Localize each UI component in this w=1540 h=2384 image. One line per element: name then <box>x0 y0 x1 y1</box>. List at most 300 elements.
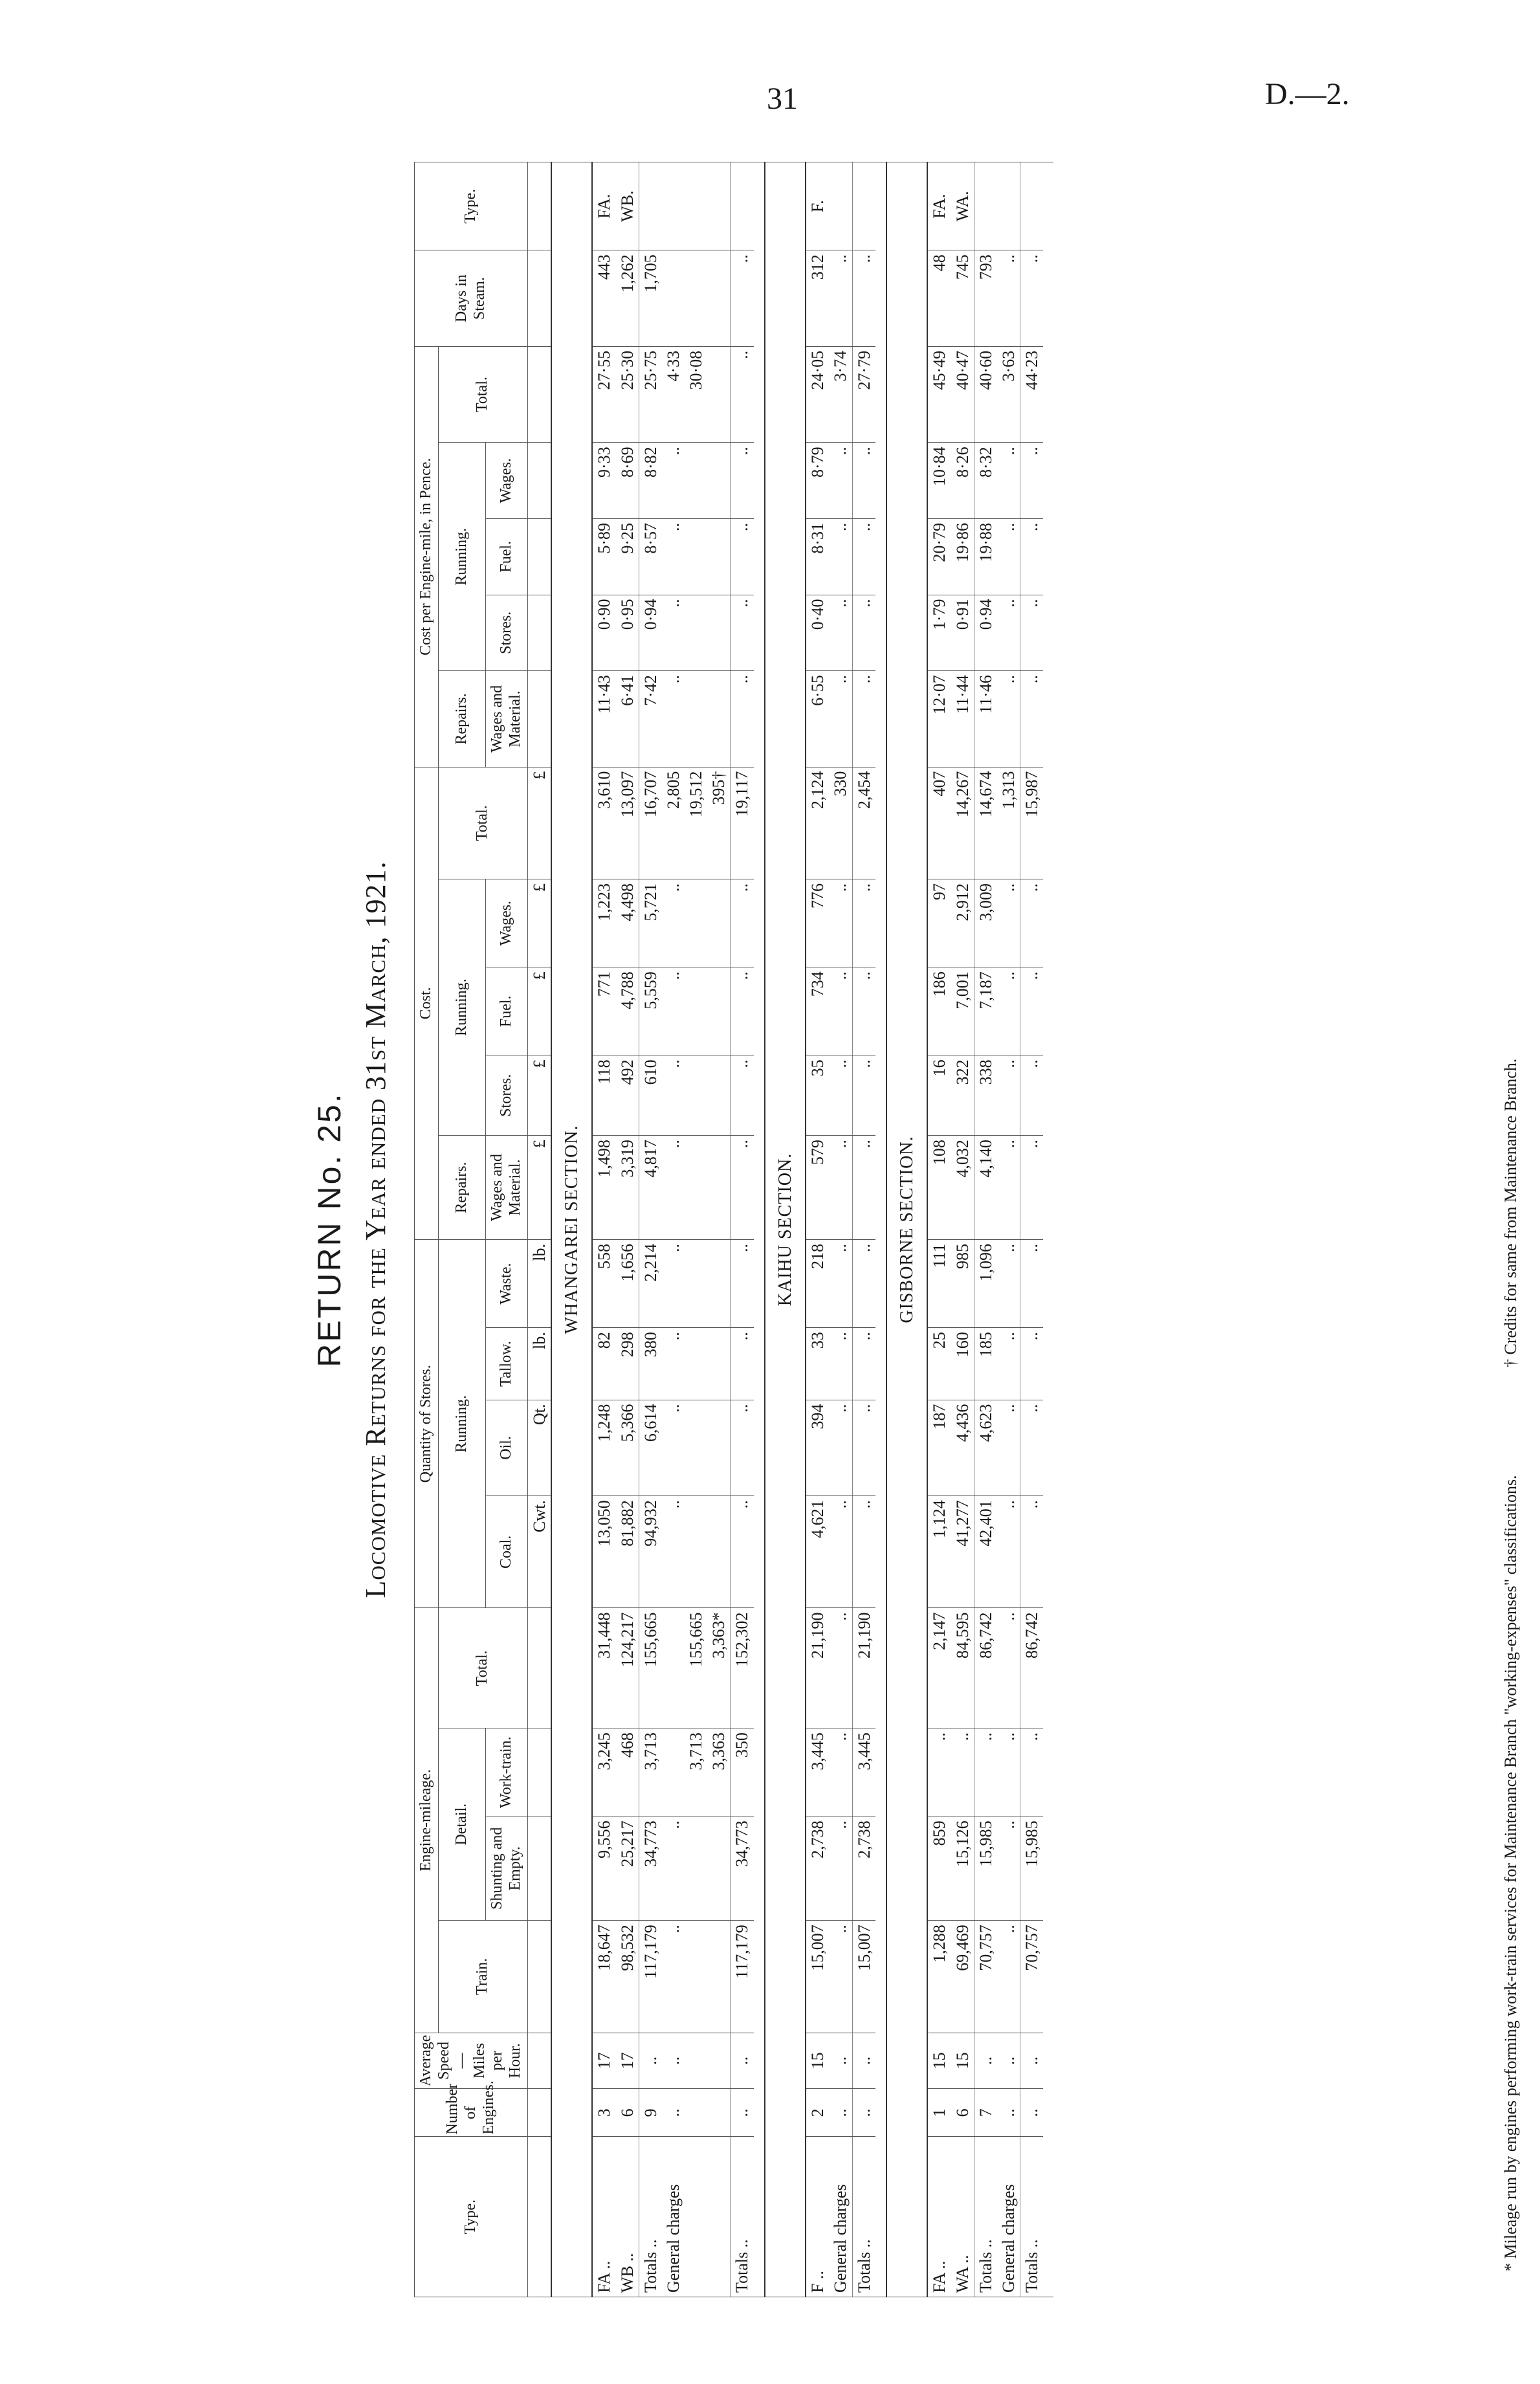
table-cell: 745 <box>951 250 974 347</box>
table-cell: 5,366 <box>616 1400 639 1496</box>
table-cell: 9,556 <box>592 1816 615 1921</box>
table-row <box>997 162 1020 2297</box>
header-average-speed: Average Speed— Miles per Hour. <box>415 2033 528 2089</box>
table-cell: 21,190 <box>806 1608 829 1728</box>
table-cell: 4,623 <box>974 1400 997 1496</box>
table-cell: 5·89 <box>592 518 615 595</box>
row-label: WA .. <box>951 2137 974 2297</box>
table-cell: 44·23 <box>1020 346 1044 443</box>
unit-money: £ <box>527 879 551 967</box>
table-cell: 15 <box>927 2033 951 2089</box>
table-cell: .. <box>852 595 875 671</box>
table-cell: .. <box>1020 1496 1044 1608</box>
row-label: WB .. <box>616 2137 639 2297</box>
table-cell <box>707 1055 731 1136</box>
header-waste: Waste. <box>486 1240 527 1328</box>
table-cell: .. <box>997 967 1020 1055</box>
table-cell: 33 <box>806 1328 829 1400</box>
table-cell: .. <box>731 595 754 671</box>
table-cell: 2,124 <box>806 767 829 879</box>
unit-money: £ <box>527 1136 551 1240</box>
table-cell: .. <box>731 1136 754 1240</box>
table-cell: 19·86 <box>951 518 974 595</box>
table-cell: 859 <box>927 1816 951 1921</box>
table-cell: .. <box>662 1240 685 1328</box>
table-cell: 34,773 <box>639 1816 662 1921</box>
table-cell: .. <box>829 879 852 967</box>
table-cell: 2,214 <box>639 1240 662 1328</box>
table-cell: 330 <box>829 767 852 879</box>
table-body <box>527 162 1053 2297</box>
table-cell <box>685 595 707 671</box>
table-cell: 218 <box>806 1240 829 1328</box>
row-label: Totals .. <box>639 2137 662 2297</box>
table-cell: 350 <box>731 1728 754 1816</box>
table-cell: 4,140 <box>974 1136 997 1240</box>
table-cell <box>707 967 731 1055</box>
table-cell: 8·57 <box>639 518 662 595</box>
header-quantity-of-stores: Quantity of Stores. <box>415 1240 439 1608</box>
table-cell: 15 <box>806 2033 829 2089</box>
table-cell: 1 <box>927 2089 951 2137</box>
row-label: General charges <box>829 2137 852 2297</box>
table-cell: 776 <box>806 879 829 967</box>
table-cell: 492 <box>616 1055 639 1136</box>
table-cell: 124,217 <box>616 1608 639 1728</box>
unit-tallow: lb. <box>527 1328 551 1400</box>
header-shunting: Shunting and Empty. <box>486 1816 527 1921</box>
table-cell: .. <box>1020 671 1044 767</box>
table-cell <box>662 1728 685 1816</box>
table-cell: .. <box>662 1496 685 1608</box>
table-cell: 3,363* <box>707 1608 731 1728</box>
return-subtitle: Locomotive Returns for the Year ended 31st March, 1921. <box>360 861 391 1598</box>
table-cell <box>707 671 731 767</box>
table-cell: 558 <box>592 1240 615 1328</box>
table-cell: .. <box>927 1728 951 1816</box>
table-cell: .. <box>852 1136 875 1240</box>
section-gap <box>1043 162 1053 2297</box>
table-cell: 6,614 <box>639 1400 662 1496</box>
table-cell <box>685 1816 707 1921</box>
table-cell: 42,401 <box>974 1496 997 1608</box>
table-cell: .. <box>829 595 852 671</box>
table-cell <box>707 2089 731 2137</box>
header-work-train: Work-train. <box>486 1728 527 1816</box>
table-cell: .. <box>997 1496 1020 1608</box>
table-cell: 322 <box>951 1055 974 1136</box>
table-cell: .. <box>731 1240 754 1328</box>
table-cell: 380 <box>639 1328 662 1400</box>
table-cell <box>685 518 707 595</box>
row-label: Totals .. <box>852 2137 875 2297</box>
table-cell: 3,713 <box>685 1728 707 1816</box>
table-cell <box>852 162 875 250</box>
table-cell: .. <box>829 2089 852 2137</box>
table-cell: 98,532 <box>616 1921 639 2033</box>
table-cell: 9·33 <box>592 443 615 519</box>
table-cell: 9·25 <box>616 518 639 595</box>
table-cell <box>685 671 707 767</box>
table-cell <box>707 443 731 519</box>
table-cell: 1,288 <box>927 1921 951 2033</box>
table-cell: 2,738 <box>806 1816 829 1921</box>
locomotive-returns-table <box>414 162 1053 2297</box>
table-cell: .. <box>662 1328 685 1400</box>
table-cell: 25,217 <box>616 1816 639 1921</box>
table-cell: 8·79 <box>806 443 829 519</box>
table-cell: .. <box>997 2033 1020 2089</box>
table-cell <box>829 162 852 250</box>
table-cell: .. <box>731 2089 754 2137</box>
table-cell: 11·43 <box>592 671 615 767</box>
table-cell <box>707 595 731 671</box>
table-cell: .. <box>829 250 852 347</box>
table-cell: 0·90 <box>592 595 615 671</box>
footnotes <box>1501 201 1521 2271</box>
table-cell: .. <box>997 879 1020 967</box>
table-cell: 395† <box>707 767 731 879</box>
table-cell: 1,656 <box>616 1240 639 1328</box>
table-cell: .. <box>829 1496 852 1608</box>
table-cell: 3,245 <box>592 1728 615 1816</box>
header-pence-stores: Stores. <box>486 595 527 671</box>
header-pence-repairs: Repairs. <box>438 671 486 767</box>
header-tallow: Tallow. <box>486 1328 527 1400</box>
table-cell: .. <box>829 1921 852 2033</box>
table-cell: 24·05 <box>806 346 829 443</box>
table-cell: 0·94 <box>639 595 662 671</box>
table-cell: 45·49 <box>927 346 951 443</box>
table-cell: 13,097 <box>616 767 639 879</box>
section-gap <box>754 162 765 2297</box>
table-cell: 2,805 <box>662 767 685 879</box>
table-cell: 8·26 <box>951 443 974 519</box>
table-row <box>662 162 685 2297</box>
table-cell: .. <box>997 671 1020 767</box>
header-stores-running: Running. <box>438 1240 486 1608</box>
table-cell: .. <box>1020 967 1044 1055</box>
table-cell: 1,223 <box>592 879 615 967</box>
table-cell: 13,050 <box>592 1496 615 1608</box>
table-row <box>951 162 974 2297</box>
table-cell: 3·63 <box>997 346 1020 443</box>
table-cell: .. <box>974 1728 997 1816</box>
table-cell <box>707 2033 731 2089</box>
table-cell: 20·79 <box>927 518 951 595</box>
table-cell: 468 <box>616 1728 639 1816</box>
table-cell: 4·33 <box>662 346 685 443</box>
table-cell: 5,721 <box>639 879 662 967</box>
table-cell: .. <box>731 443 754 519</box>
table-cell: 407 <box>927 767 951 879</box>
table-cell: .. <box>829 671 852 767</box>
header-cost-fuel: Fuel. <box>486 967 527 1055</box>
table-cell: 6·41 <box>616 671 639 767</box>
table-cell: .. <box>852 2089 875 2137</box>
table-cell: .. <box>829 1728 852 1816</box>
table-cell: F. <box>806 162 829 250</box>
table-cell: .. <box>731 250 754 347</box>
footnote-star: * Mileage run by engines performing work-train services for Maintenance Branch "working-expenses" classifications. <box>1501 1475 1520 2271</box>
table-cell: .. <box>731 1400 754 1496</box>
table-cell <box>639 162 662 250</box>
table-cell <box>707 346 731 443</box>
table-row <box>829 162 852 2297</box>
table-cell: .. <box>662 879 685 967</box>
table-cell <box>685 1496 707 1608</box>
table-row <box>974 162 997 2297</box>
table-cell: .. <box>852 518 875 595</box>
row-label: F .. <box>806 2137 829 2297</box>
unit-money: £ <box>527 767 551 879</box>
table-cell: 734 <box>806 967 829 1055</box>
table-cell: 117,179 <box>639 1921 662 2033</box>
table-cell: .. <box>829 1400 852 1496</box>
table-cell: .. <box>662 671 685 767</box>
header-train: Train. <box>438 1921 527 2033</box>
table-cell: .. <box>852 967 875 1055</box>
section-title: WHANGAREI SECTION. <box>551 162 593 2297</box>
table-cell: 298 <box>616 1328 639 1400</box>
table-cell: .. <box>662 1921 685 2033</box>
table-cell: .. <box>829 1328 852 1400</box>
table-cell: .. <box>997 2089 1020 2137</box>
table-cell: .. <box>829 518 852 595</box>
table-cell: FA. <box>927 162 951 250</box>
header-cost-wages: Wages. <box>486 879 527 967</box>
table-cell: 16 <box>927 1055 951 1136</box>
table-cell: 117,179 <box>731 1921 754 2033</box>
table-cell: .. <box>731 1328 754 1400</box>
table-cell: .. <box>731 1055 754 1136</box>
table-cell: 82 <box>592 1328 615 1400</box>
table-cell: 0·40 <box>806 595 829 671</box>
table-cell: .. <box>662 443 685 519</box>
section-title: KAIHU SECTION. <box>765 162 806 2297</box>
table-cell: .. <box>829 1240 852 1328</box>
table-row <box>806 162 829 2297</box>
table-cell: 8·32 <box>974 443 997 519</box>
table-cell <box>707 1136 731 1240</box>
table-cell: 0·91 <box>951 595 974 671</box>
table-cell: 4,498 <box>616 879 639 967</box>
header-cost-per-engine-mile: Cost per Engine-mile, in Pence. <box>415 346 439 767</box>
table-cell: 4,621 <box>806 1496 829 1608</box>
table-cell: 111 <box>927 1240 951 1328</box>
table-cell: .. <box>731 671 754 767</box>
table-cell: 160 <box>951 1328 974 1400</box>
table-cell: .. <box>1020 1728 1044 1816</box>
row-label <box>685 2137 707 2297</box>
table-cell: 15,007 <box>852 1921 875 2033</box>
header-pence-total: Total. <box>438 346 527 443</box>
table-cell: .. <box>829 2033 852 2089</box>
gap-cell <box>1043 162 1053 2297</box>
table-cell: 6 <box>951 2089 974 2137</box>
table-cell <box>685 1240 707 1328</box>
table-cell: .. <box>662 1816 685 1921</box>
gap-cell <box>875 162 886 2297</box>
table-cell <box>1020 162 1044 250</box>
table-cell: 312 <box>806 250 829 347</box>
table-cell: FA. <box>592 162 615 250</box>
section-title: GISBORNE SECTION. <box>886 162 928 2297</box>
header-cost: Cost. <box>415 767 439 1239</box>
table-cell: 793 <box>974 250 997 347</box>
header-number-of-engines: Number of Engines. <box>415 2089 528 2137</box>
table-cell: 2,147 <box>927 1608 951 1728</box>
table-row <box>731 162 754 2297</box>
header-pence-fuel: Fuel. <box>486 518 527 595</box>
table-cell: 108 <box>927 1136 951 1240</box>
table-cell: .. <box>997 1921 1020 2033</box>
row-label: FA .. <box>592 2137 615 2297</box>
header-pence-running: Running. <box>438 443 486 671</box>
table-cell: 27·79 <box>852 346 875 443</box>
table-cell: 155,665 <box>685 1608 707 1728</box>
table-cell: 69,469 <box>951 1921 974 2033</box>
table-cell: 4,032 <box>951 1136 974 1240</box>
table-cell: 610 <box>639 1055 662 1136</box>
header-cost-total: Total. <box>438 767 527 879</box>
table-cell <box>662 250 685 347</box>
table-cell: 8·82 <box>639 443 662 519</box>
row-label: Totals .. <box>731 2137 754 2297</box>
table-cell <box>731 162 754 250</box>
table-cell: .. <box>997 1816 1020 1921</box>
table-cell: .. <box>1020 595 1044 671</box>
table-cell <box>685 1400 707 1496</box>
table-cell: 6·55 <box>806 671 829 767</box>
table-cell: 25·75 <box>639 346 662 443</box>
table-cell: .. <box>829 443 852 519</box>
table-cell: 2,454 <box>852 767 875 879</box>
table-cell: 5,559 <box>639 967 662 1055</box>
header-cost-repairs: Repairs. <box>438 1136 486 1240</box>
unit-money: £ <box>527 967 551 1055</box>
table-cell: 18,647 <box>592 1921 615 2033</box>
table-cell: 3·74 <box>829 346 852 443</box>
table-cell: .. <box>731 967 754 1055</box>
table-cell: 17 <box>616 2033 639 2089</box>
table-cell: 11·44 <box>951 671 974 767</box>
table-cell: 7·42 <box>639 671 662 767</box>
table-cell: 19,117 <box>731 767 754 879</box>
table-cell: .. <box>829 1608 852 1728</box>
row-label: Totals .. <box>1020 2137 1044 2297</box>
table-cell: .. <box>829 1136 852 1240</box>
unit-coal: Cwt. <box>527 1496 551 1608</box>
table-cell: .. <box>997 1400 1020 1496</box>
table-cell: 3 <box>592 2089 615 2137</box>
header-days-in-steam: Days in Steam. <box>415 250 528 347</box>
table-cell: .. <box>662 967 685 1055</box>
row-label: General charges <box>997 2137 1020 2297</box>
table-cell: .. <box>731 346 754 443</box>
table-cell: .. <box>662 1400 685 1496</box>
table-cell <box>685 2033 707 2089</box>
table-cell: 27·55 <box>592 346 615 443</box>
header-cost-stores: Stores. <box>486 1055 527 1136</box>
table-cell: .. <box>852 1496 875 1608</box>
table-cell: .. <box>731 518 754 595</box>
table-cell: WA. <box>951 162 974 250</box>
row-label: FA .. <box>927 2137 951 2297</box>
table-cell: 8·69 <box>616 443 639 519</box>
table-cell: 118 <box>592 1055 615 1136</box>
table-cell: .. <box>731 2033 754 2089</box>
table-cell: .. <box>1020 1400 1044 1496</box>
table-cell: .. <box>1020 2033 1044 2089</box>
table-cell: 6 <box>616 2089 639 2137</box>
section-header-kaihu <box>765 162 806 2297</box>
table-cell: 19·88 <box>974 518 997 595</box>
table-cell: .. <box>852 2033 875 2089</box>
table-cell: 2 <box>806 2089 829 2137</box>
table-cell: 15,985 <box>1020 1816 1044 1921</box>
table-cell: .. <box>852 671 875 767</box>
table-cell: .. <box>1020 443 1044 519</box>
table-cell: 41,277 <box>951 1496 974 1608</box>
table-cell: 7 <box>974 2089 997 2137</box>
table-cell: 11·46 <box>974 671 997 767</box>
unit-oil: Qt. <box>527 1400 551 1496</box>
table-cell: 152,302 <box>731 1608 754 1728</box>
table-cell: .. <box>852 1055 875 1136</box>
table-cell: .. <box>1020 1136 1044 1240</box>
header-engine-mileage: Engine-mileage. <box>415 1608 439 2033</box>
table-cell: .. <box>1020 518 1044 595</box>
table-cell: 31,448 <box>592 1608 615 1728</box>
table-cell <box>685 443 707 519</box>
table-cell <box>974 162 997 250</box>
table-cell: .. <box>1020 1240 1044 1328</box>
table-cell <box>662 1608 685 1728</box>
table-cell <box>707 1400 731 1496</box>
table-cell: 1,124 <box>927 1496 951 1608</box>
table-cell: 3,610 <box>592 767 615 879</box>
table-cell: 1,248 <box>592 1400 615 1496</box>
table-cell: 40·47 <box>951 346 974 443</box>
table-cell: 4,817 <box>639 1136 662 1240</box>
table-cell: 17 <box>592 2033 615 2089</box>
table-cell: 4,436 <box>951 1400 974 1496</box>
table-cell: 86,742 <box>974 1608 997 1728</box>
header-type-right: Type. <box>415 162 528 250</box>
table-cell <box>685 2089 707 2137</box>
table-cell <box>707 1328 731 1400</box>
table-cell: 15,007 <box>806 1921 829 2033</box>
table-cell: .. <box>997 1608 1020 1728</box>
table-cell: 1,262 <box>616 250 639 347</box>
table-cell: 187 <box>927 1400 951 1496</box>
table-cell: 985 <box>951 1240 974 1328</box>
table-cell: .. <box>997 1136 1020 1240</box>
table-cell: 25·30 <box>616 346 639 443</box>
table-cell: .. <box>852 1328 875 1400</box>
table-cell: 9 <box>639 2089 662 2137</box>
header-detail: Detail. <box>438 1728 486 1921</box>
header-cost-running: Running. <box>438 879 486 1136</box>
header-oil: Oil. <box>486 1400 527 1496</box>
table-row <box>927 162 951 2297</box>
row-label <box>707 2137 731 2297</box>
table-cell: 8·31 <box>806 518 829 595</box>
table-cell: 394 <box>806 1400 829 1496</box>
header-pence-wages-material: Wages and Material. <box>486 671 527 767</box>
table-cell: 3,009 <box>974 879 997 967</box>
